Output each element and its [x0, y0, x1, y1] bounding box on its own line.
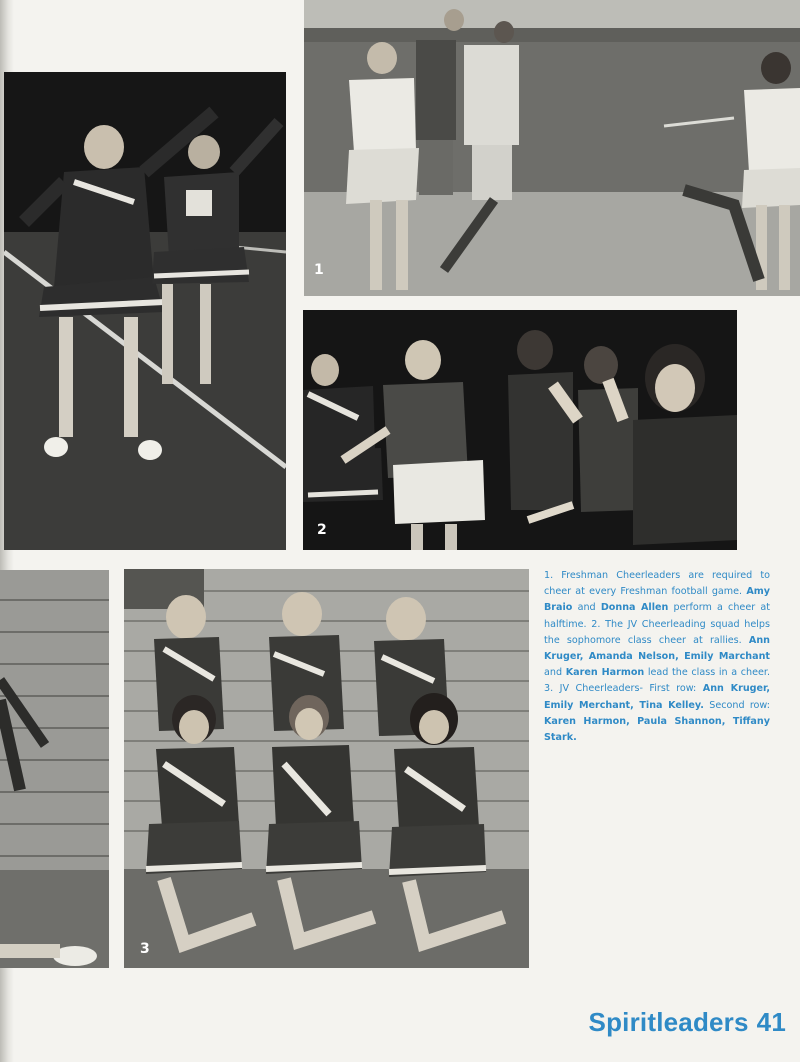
caption-name: Ann Kruger, Amanda Nelson, Emily Marchant — [544, 634, 770, 663]
caption-name: Donna Allen — [600, 602, 669, 614]
caption-text: and — [544, 667, 566, 679]
caption-text: lead the class in a cheer. 3. JV Cheerleaders- First row: — [544, 667, 770, 695]
photo-number-1: 1 — [314, 262, 324, 278]
caption-text: and — [572, 602, 601, 614]
page-footer — [589, 1007, 786, 1038]
caption-name: Ann Kruger, Emily Merchant, Tina Kelley. — [544, 683, 770, 711]
photo-caption — [544, 568, 770, 746]
photo-freshman-cheerleaders-image — [304, 0, 800, 296]
caption-text: Second row: — [703, 699, 770, 711]
photo-jv-rally-image — [303, 310, 737, 550]
photo-gym-partial — [0, 570, 109, 968]
page-number: 41 — [756, 1007, 786, 1037]
caption-name: Amy Braio — [544, 586, 770, 614]
photo-night-cheerleaders — [4, 72, 286, 550]
photo-gym-partial-image — [0, 570, 109, 968]
caption-name: Karen Harmon — [565, 667, 645, 679]
caption-text: perform a cheer at halftime. 2. The JV Cheerleading squad helps the sophomore class cheer at rallies. — [544, 602, 770, 646]
caption-name: Karen Harmon, Paula Shannon, Tiffany Stark. — [544, 715, 770, 744]
photo-freshman-cheerleaders — [304, 0, 800, 296]
section-title: Spiritleaders — [588, 1007, 749, 1037]
photo-number-2: 2 — [317, 522, 327, 538]
caption-text: 1. Freshman Cheerleaders are required to cheer at every Freshman football game. — [544, 570, 770, 598]
photo-jv-group — [124, 569, 529, 968]
photo-number-3: 3 — [140, 941, 150, 957]
photo-jv-rally — [303, 310, 737, 550]
photo-jv-group-image — [124, 569, 529, 968]
photo-night-cheerleaders-image — [4, 72, 286, 550]
